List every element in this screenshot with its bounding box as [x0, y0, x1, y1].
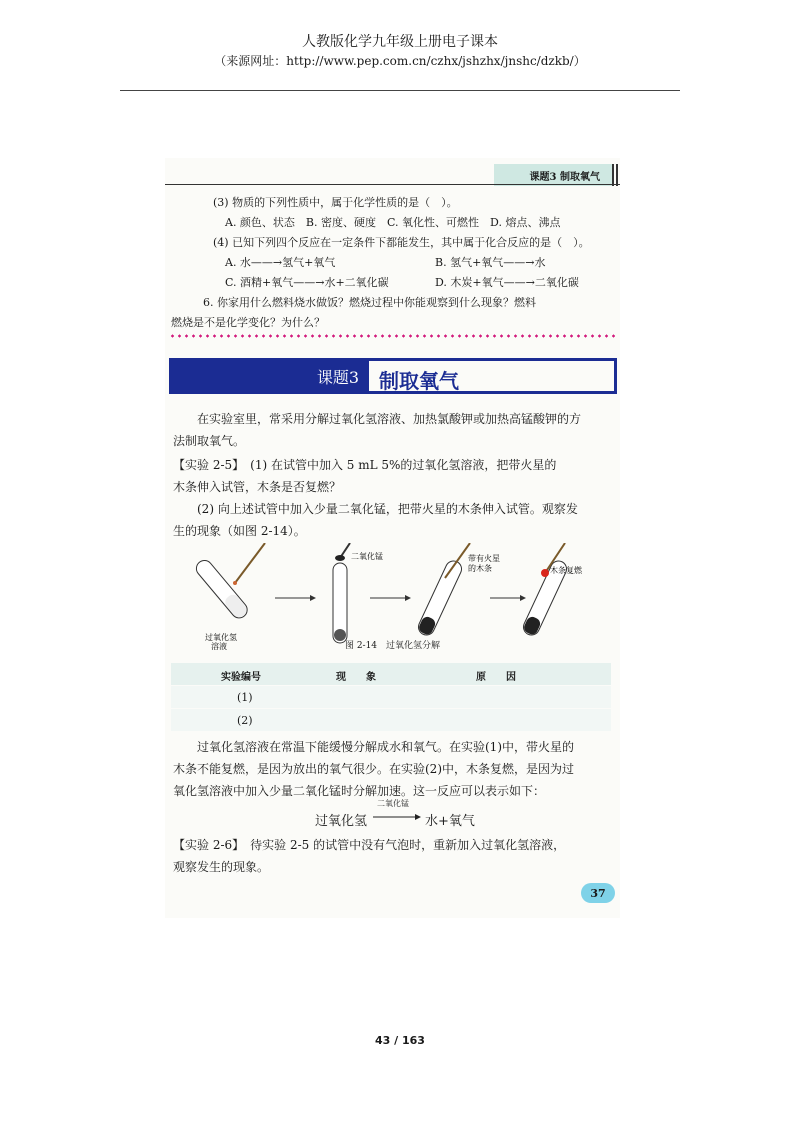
question-4-option-b: B. 氢气+氧气——→水 — [435, 256, 546, 269]
lesson-number: 课题3 — [169, 358, 369, 394]
experiment-2-5-line-4: 生的现象（如图 2-14）。 — [173, 524, 306, 538]
label-h2o2: 过氧化氢 — [205, 633, 237, 642]
explanation-line-1: 过氧化氢溶液在常温下能缓慢分解成水和氧气。在实验(1)中，带火星的 — [197, 740, 575, 754]
ember-1 — [233, 581, 237, 585]
table-row-label-2: (2) — [237, 714, 253, 727]
document-title: 人教版化学九年级上册电子课本 — [302, 34, 498, 50]
question-4-option-a: A. 水——→氢气+氧气 — [225, 256, 336, 269]
table-row-label-1: (1) — [237, 691, 253, 704]
experiment-2-6-line-1: 【实验 2-6】 待实验 2-5 的试管中没有气泡时，重新加入过氧化氢溶液， — [173, 838, 566, 852]
product: 水+氧气 — [425, 814, 475, 829]
flame-icon — [541, 569, 549, 577]
experiment-2-5-line-3: (2) 向上述试管中加入少量二氧化锰，把带火星的木条伸入试管。观察发 — [197, 502, 578, 516]
running-head-bars — [612, 164, 618, 186]
col-experiment-id: 实验编号 — [221, 672, 261, 683]
question-4-option-d: D. 木炭+氧气——→二氧化碳 — [435, 276, 579, 289]
pdf-page-indicator: 43 / 163 — [375, 1034, 425, 1047]
intro-line-1: 在实验室里，常采用分解过氧化氢溶液、加热氯酸钾或加热高锰酸钾的方 — [197, 412, 582, 426]
reactant: 过氧化氢 — [315, 814, 368, 829]
explanation-line-2: 木条不能复燃，是因为放出的氧气很少。在实验(2)中，木条复燃，是因为过 — [173, 762, 575, 776]
reaction-equation — [315, 798, 515, 828]
col-phenomenon: 现 象 — [336, 672, 376, 683]
question-6-line-1: 6. 你家用什么燃料烧水做饭？燃烧过程中你能观察到什么现象？燃料 — [203, 296, 536, 309]
label-splint-2: 的木条 — [468, 564, 492, 573]
splint-1 — [235, 543, 265, 583]
source-url: （来源网址：http://www.pep.com.cn/czhx/jshzhx/jnshc/dzkb/） — [214, 54, 586, 68]
scanned-textbook-page — [165, 158, 620, 918]
experiment-2-5-line-1: 【实验 2-5】 (1) 在试管中加入 5 mL 5%的过氧化氢溶液，把带火星的 — [173, 458, 557, 472]
observation-table-header — [171, 663, 611, 685]
question-3-options: A. 颜色、状态 B. 密度、硬度 C. 氧化性、可燃性 D. 熔点、沸点 — [225, 216, 561, 229]
section-dotted-divider — [169, 334, 617, 338]
running-head: 课题3 制取氧气 — [494, 164, 614, 186]
experiment-2-5-line-2: 木条伸入试管，木条是否复燃？ — [173, 480, 342, 494]
experiment-2-6-line-2: 观察发生的现象。 — [173, 860, 270, 874]
header-divider — [120, 90, 680, 91]
catalyst: 二氧化锰 — [377, 799, 409, 808]
explanation-line-3: 氧化氢溶液中加入少量二氧化锰时分解加速。这一反应可以表示如下： — [173, 784, 546, 798]
figure-2-14 — [185, 543, 605, 653]
document-header — [0, 32, 800, 70]
running-head-rule — [165, 184, 620, 185]
intro-line-2: 法制取氧气。 — [173, 434, 246, 448]
test-tube-1 — [193, 557, 250, 621]
question-4: (4) 已知下列四个反应在一定条件下都能发生，其中属于化合反应的是（ ）。 — [213, 236, 590, 249]
reaction-arrow-icon — [373, 812, 421, 822]
label-relit: 木条复燃 — [550, 566, 582, 575]
question-6-line-2: 燃烧是不是化学变化？为什么？ — [171, 316, 325, 329]
lesson-title: 制取氧气 — [379, 369, 459, 393]
label-splint-1: 带有火星 — [468, 554, 500, 563]
figure-caption: 图 2-14 过氧化氢分解 — [344, 641, 441, 651]
test-tube-3 — [416, 558, 464, 637]
label-solution: 溶液 — [211, 642, 227, 651]
question-4-option-c: C. 酒精+氧气——→水+二氧化碳 — [225, 276, 389, 289]
book-page-number: 37 — [581, 883, 615, 903]
col-reason: 原 因 — [476, 672, 516, 683]
question-3: (3) 物质的下列性质中，属于化学性质的是（ ）。 — [213, 196, 458, 209]
label-mno2: 二氧化锰 — [351, 552, 383, 561]
lesson-banner — [169, 358, 617, 394]
